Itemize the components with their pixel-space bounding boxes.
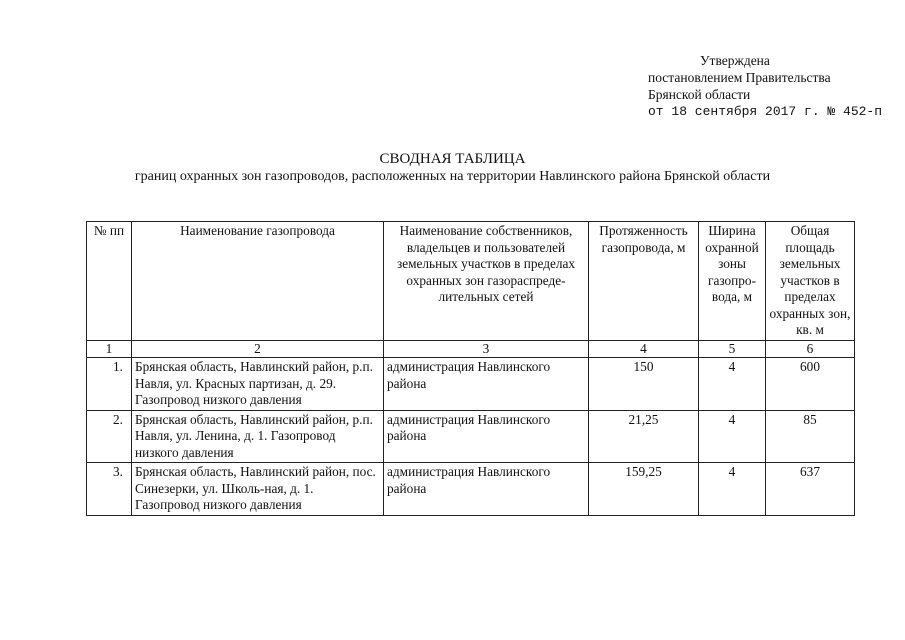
row-owner: администрация Навлинского района: [384, 410, 589, 463]
approval-line-region: Брянской области: [648, 87, 751, 102]
approval-line-approved: Утверждена: [700, 53, 770, 68]
header-total-area: Общая площадь земельных участков в пределах охранных зон, кв. м: [766, 222, 855, 341]
row-pipeline-name: Брянская область, Навлинский район, р.п. Навля, ул. Красных партизан, д. 29. Газопровод низкого давления: [132, 358, 384, 411]
row-length: 159,25: [589, 463, 699, 516]
index-cell: 6: [766, 340, 855, 358]
row-area: 600: [766, 358, 855, 411]
index-cell: 4: [589, 340, 699, 358]
index-cell: 2: [132, 340, 384, 358]
row-area: 85: [766, 410, 855, 463]
header-length: Протяженность газопровода, м: [589, 222, 699, 341]
row-pipeline-name: Брянская область, Навлинский район, р.п. Навля, ул. Ленина, д. 1. Газопровод низкого давления: [132, 410, 384, 463]
row-length: 21,25: [589, 410, 699, 463]
row-num: 1.: [87, 358, 132, 411]
header-owners: Наименование собственников, владельцев и пользователей земельных участков в пределах охранных зон газораспреде-лительных сетей: [384, 222, 589, 341]
row-num: 3.: [87, 463, 132, 516]
approval-block: [648, 52, 882, 120]
table-row: [87, 463, 855, 516]
row-area: 637: [766, 463, 855, 516]
row-owner: администрация Навлинского района: [384, 463, 589, 516]
title-main: СВОДНАЯ ТАБЛИЦА: [379, 151, 526, 167]
row-zone-width: 4: [699, 358, 766, 411]
table-index-row: [87, 340, 855, 358]
row-owner: администрация Навлинского района: [384, 358, 589, 411]
header-zone-width: Ширина охранной зоны газопро-вода, м: [699, 222, 766, 341]
title-subtitle: границ охранных зон газопроводов, расположенных на территории Навлинского района Брянской области: [134, 169, 771, 184]
row-length: 150: [589, 358, 699, 411]
document-title: [0, 150, 905, 186]
table-header-row: [87, 222, 855, 341]
row-num: 2.: [87, 410, 132, 463]
row-zone-width: 4: [699, 410, 766, 463]
approval-line-decree: постановлением Правительства: [648, 70, 831, 85]
summary-table: [86, 221, 855, 516]
index-cell: 5: [699, 340, 766, 358]
header-num: № пп: [87, 222, 132, 341]
row-pipeline-name: Брянская область, Навлинский район, пос. Синезерки, ул. Школь-ная, д. 1. Газопровод низкого давления: [132, 463, 384, 516]
table-row: [87, 358, 855, 411]
table-row: [87, 410, 855, 463]
index-cell: 1: [87, 340, 132, 358]
approval-line-date: от 18 сентября 2017 г. № 452-п: [648, 104, 883, 119]
header-pipeline-name: Наименование газопровода: [132, 222, 384, 341]
row-zone-width: 4: [699, 463, 766, 516]
index-cell: 3: [384, 340, 589, 358]
